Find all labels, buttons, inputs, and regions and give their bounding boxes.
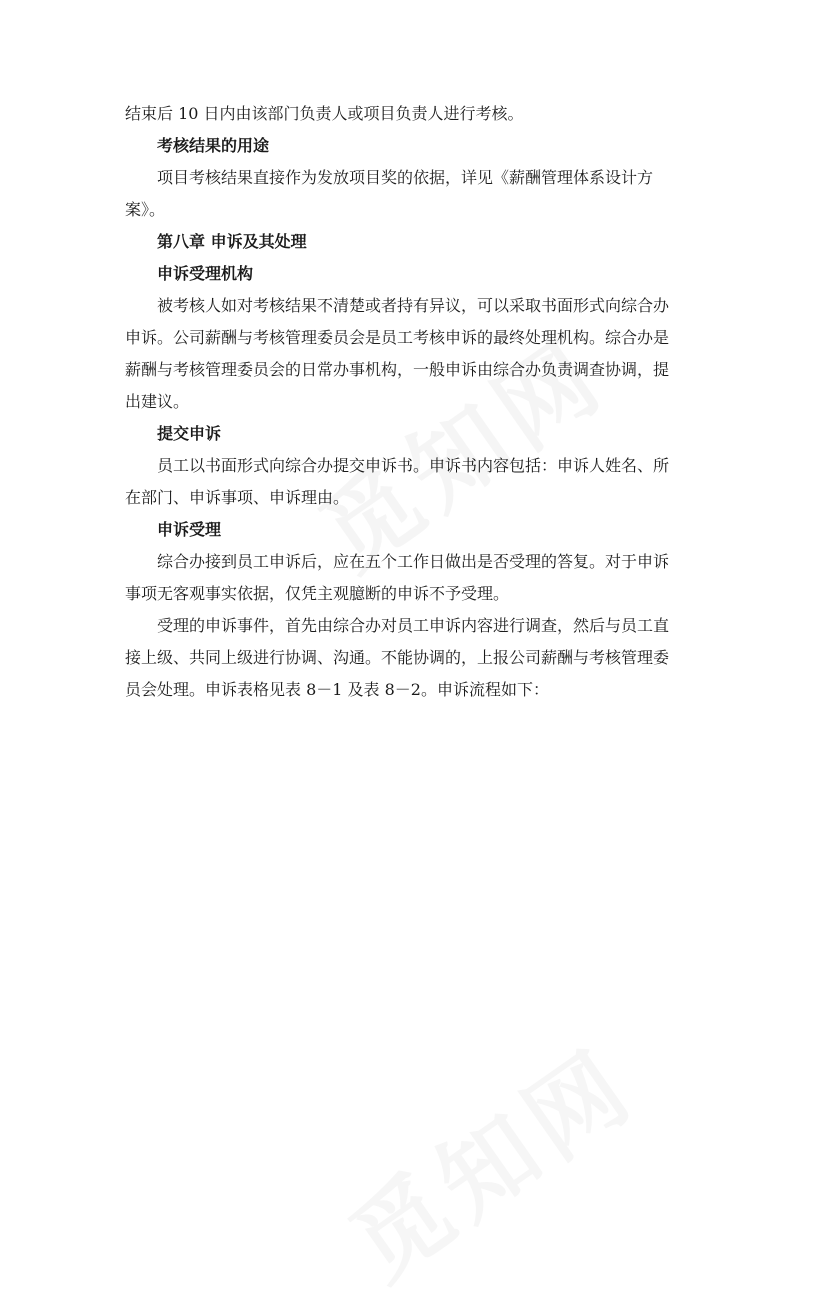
paragraph-line: 事项无客观事实依据，仅凭主观臆断的申诉不予受理。 xyxy=(125,584,510,603)
paragraph-line: 接上级、共同上级进行协调、沟通。不能协调的，上报公司薪酬与考核管理委 xyxy=(125,648,670,667)
paragraph-line: 员工以书面形式向综合办提交申诉书。申诉书内容包括：申诉人姓名、所 xyxy=(157,456,670,475)
paragraph-line: 案》。 xyxy=(125,200,166,219)
document-body xyxy=(125,98,710,706)
paragraph-line: 在部门、申诉事项、申诉理由。 xyxy=(125,488,350,507)
section-heading: 申诉受理 xyxy=(157,520,222,539)
paragraph-line: 被考核人如对考核结果不清楚或者持有异议，可以采取书面形式向综合办 xyxy=(157,296,670,315)
paragraph-line: 结束后 10 日内由该部门负责人或项目负责人进行考核。 xyxy=(125,104,524,123)
section-heading: 申诉受理机构 xyxy=(157,264,254,283)
paragraph-line: 综合办接到员工申诉后，应在五个工作日做出是否受理的答复。对于申诉 xyxy=(157,552,670,571)
paragraph-line: 受理的申诉事件，首先由综合办对员工申诉内容进行调查，然后与员工直 xyxy=(157,616,670,635)
paragraph-line: 项目考核结果直接作为发放项目奖的依据，详见《薪酬管理体系设计方 xyxy=(157,168,654,187)
watermark-bottom xyxy=(319,1011,658,1306)
chapter-heading: 第八章 申诉及其处理 xyxy=(157,232,307,251)
paragraph-line: 员会处理。申诉表格见表 8－1 及表 8－2。申诉流程如下： xyxy=(125,680,549,699)
paragraph-line: 申诉。公司薪酬与考核管理委员会是员工考核申诉的最终处理机构。综合办是 xyxy=(125,328,670,347)
section-heading: 考核结果的用途 xyxy=(157,136,270,155)
paragraph-line: 薪酬与考核管理委员会的日常办事机构，一般申诉由综合办负责调查协调，提 xyxy=(125,360,670,379)
section-heading: 提交申诉 xyxy=(157,424,222,443)
paragraph-line: 出建议。 xyxy=(125,392,190,411)
